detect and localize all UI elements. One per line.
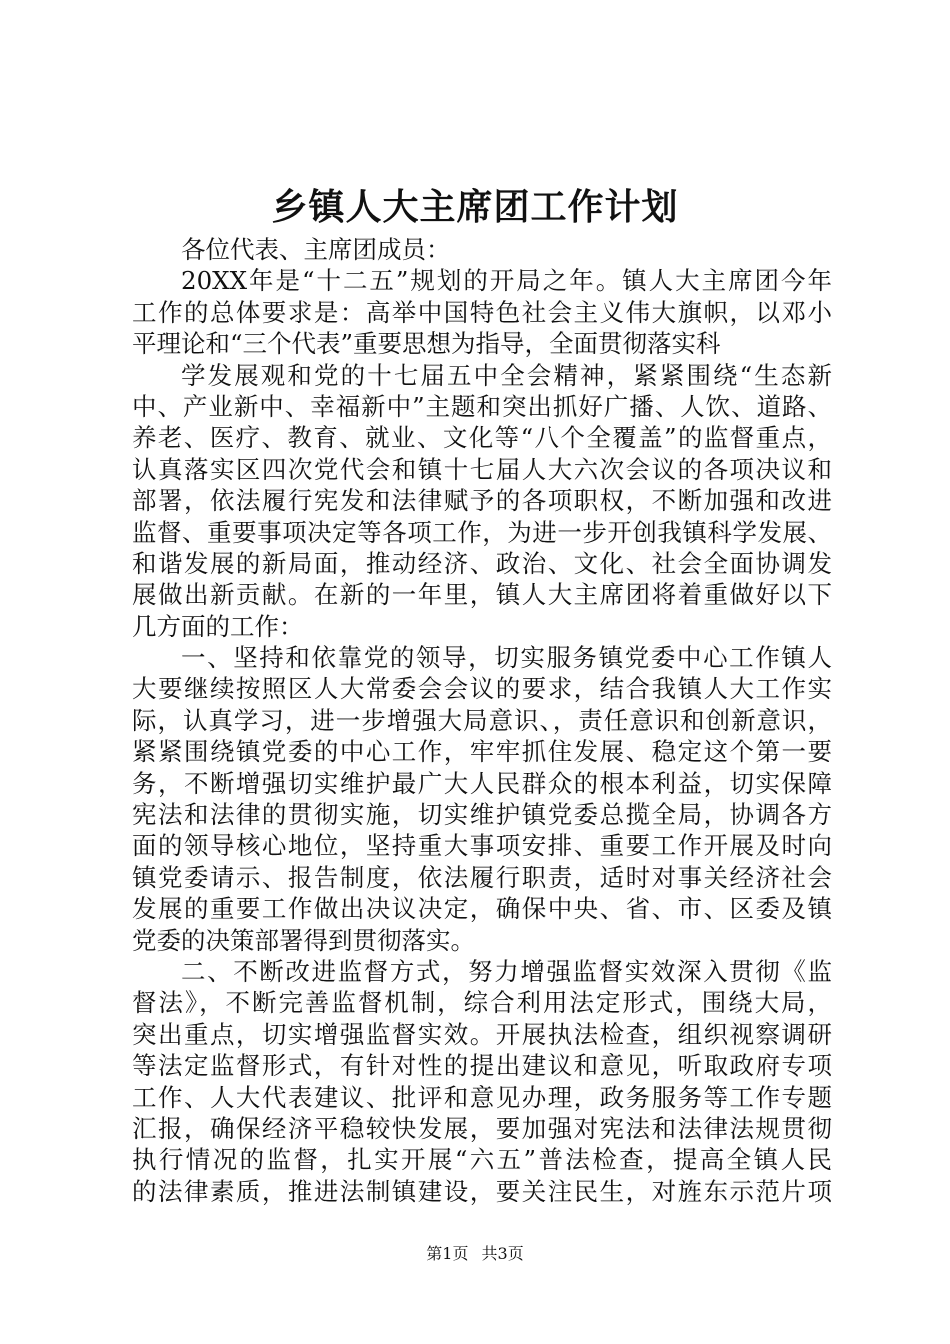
document-body: [132, 234, 832, 1207]
text-line: 突出重点，切实增强监督实效。开展执法检查，组织视察调研: [132, 1019, 832, 1049]
text-line: 部署，依法履行宪发和法律赋予的各项职权，不断加强和改进: [132, 486, 832, 516]
text-line: 紧紧围绕镇党委的中心工作，牢牢抓住发展、稳定这个第一要: [132, 737, 832, 767]
text-line: 和谐发展的新局面，推动经济、政治、文化、社会全面协调发: [132, 548, 832, 578]
document-title: 乡镇人大主席团工作计划: [271, 186, 679, 228]
text-line: 的法律素质，推进法制镇建设，要关注民生，对旌东示范片项: [132, 1176, 832, 1206]
text-line: 各位代表、主席团成员：: [181, 235, 451, 264]
text-line: 中、产业新中、幸福新中”主题和突出抓好广播、人饮、道路、: [132, 391, 832, 421]
text-line: 平理论和“三个代表”重要思想为指导，全面贯彻落实科: [132, 329, 721, 359]
text-line: 等法定监督形式，有针对性的提出建议和意见，听取政府专项: [132, 1051, 832, 1081]
text-line: 工作、人大代表建议、批评和意见办理，政务服务等工作专题: [132, 1082, 832, 1112]
text-line: 面的领导核心地位，坚持重大事项安排、重要工作开展及时向: [132, 831, 832, 861]
text-line: 学发展观和党的十七届五中全会精神，紧紧围绕“生态新: [181, 360, 832, 390]
text-line: 发展的重要工作做出决议决定，确保中央、省、市、区委及镇: [132, 894, 832, 924]
text-line: 20XX年是“十二五”规划的开局之年。镇人大主席团今年: [181, 266, 832, 296]
text-line: 党委的决策部署得到贯彻落实。: [132, 925, 475, 955]
page-number: 第1页: [426, 1244, 469, 1263]
text-line: 汇报，确保经济平稳较快发展，要加强对宪法和法律法规贯彻: [132, 1113, 832, 1143]
text-line: 监督、重要事项决定等各项工作，为进一步开创我镇科学发展、: [132, 517, 832, 547]
text-line: 工作的总体要求是：高举中国特色社会主义伟大旗帜，以邓小: [132, 297, 832, 327]
text-line: 执行情况的监督，扎实开展“六五”普法检查，提高全镇人民: [132, 1145, 832, 1175]
text-line: 督法》，不断完善监督机制，综合利用法定形式，围绕大局，: [132, 988, 832, 1018]
text-line: 认真落实区四次党代会和镇十七届人大六次会议的各项决议和: [132, 454, 832, 484]
text-line: 养老、医疗、教育、就业、文化等“八个全覆盖”的监督重点，: [132, 423, 832, 453]
text-line: 大要继续按照区人大常委会会议的要求，结合我镇人大工作实: [132, 674, 832, 704]
text-line: 际，认真学习，进一步增强大局意识、，责任意识和创新意识，: [132, 705, 832, 735]
text-line: 务，不断增强切实维护最广大人民群众的根本利益，切实保障: [132, 768, 832, 798]
text-line: 展做出新贡献。在新的一年里，镇人大主席团将着重做好以下: [132, 580, 832, 610]
text-line: 宪法和法律的贯彻实施，切实维护镇党委总揽全局，协调各方: [132, 800, 832, 830]
page-total: 共3页: [481, 1244, 524, 1263]
text-line: 镇党委请示、报告制度，依法履行职责，适时对事关经济社会: [132, 862, 832, 892]
text-line: 二、不断改进监督方式，努力增强监督实效深入贯彻《监: [181, 956, 832, 986]
text-line: 一、坚持和依靠党的领导，切实服务镇党委中心工作镇人: [181, 643, 832, 673]
page-footer: [0, 1242, 950, 1266]
text-line: 几方面的工作：: [132, 611, 304, 641]
